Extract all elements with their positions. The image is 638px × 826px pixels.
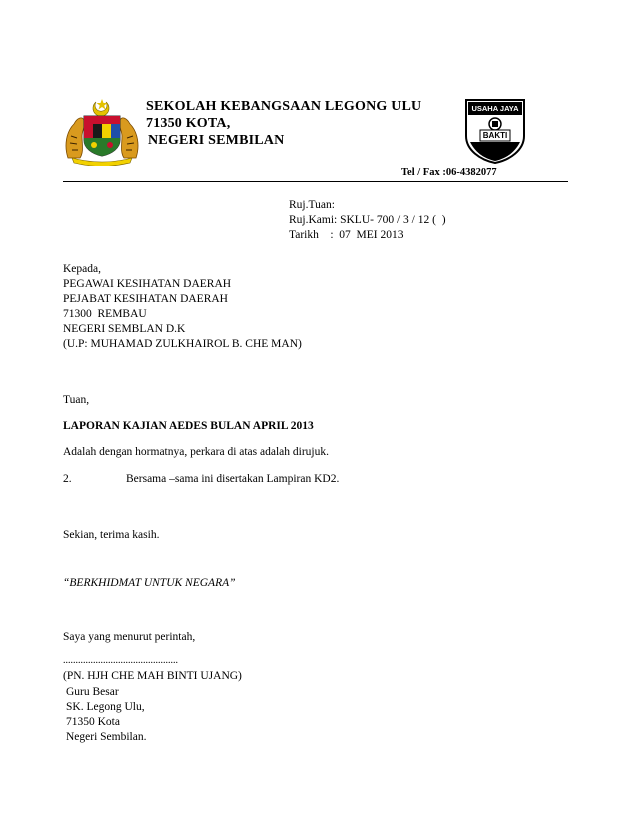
school-state: NEGERI SEMBILAN (148, 133, 285, 148)
paragraph-2-text: Bersama –sama ini disertakan Lampiran KD2. (126, 473, 340, 485)
signatory-name: (PN. HJH CHE MAH BINTI UJANG) (63, 670, 242, 682)
signatory-postcode: 71350 Kota (66, 716, 120, 728)
salutation: Tuan, (63, 394, 90, 406)
crest-text-top: USAHA JAYA (471, 104, 519, 113)
signatory-title: Guru Besar (66, 686, 119, 698)
letter-subject: LAPORAN KAJIAN AEDES BULAN APRIL 2013 (63, 420, 314, 432)
header-divider (63, 181, 568, 182)
coat-of-arms-icon (62, 96, 142, 166)
recipient-line: NEGERI SEMBLAN D.K (63, 323, 186, 335)
closing-remark: Sekian, terima kasih. (63, 529, 160, 541)
ruj-tuan: Ruj.Tuan: (289, 199, 335, 211)
signature-dots: .............................................. (63, 655, 178, 666)
recipient-line: PEGAWAI KESIHATAN DAERAH (63, 278, 232, 290)
signatory-school: SK. Legong Ulu, (66, 701, 145, 713)
motto: “BERKHIDMAT UNTUK NEGARA” (63, 577, 236, 589)
school-name: SEKOLAH KEBANGSAAN LEGONG ULU (146, 99, 422, 114)
paragraph-2-number: 2. (63, 473, 72, 485)
tarikh-date: Tarikh : 07 MEI 2013 (289, 229, 404, 241)
recipient-line: PEJABAT KESIHATAN DAERAH (63, 293, 228, 305)
ruj-kami: Ruj.Kami: SKLU- 700 / 3 / 12 ( ) (289, 214, 446, 226)
recipient-line: Kepada, (63, 263, 101, 275)
school-address: 71350 KOTA, (146, 116, 231, 131)
crest-text-bottom: BAKTI (482, 131, 508, 140)
contact-phone-fax: Tel / Fax :06-4382077 (401, 167, 497, 178)
signatory-state: Negeri Sembilan. (66, 731, 147, 743)
school-crest-icon (462, 96, 528, 164)
signature-intro: Saya yang menurut perintah, (63, 631, 196, 643)
recipient-line: (U.P: MUHAMAD ZULKHAIROL B. CHE MAN) (63, 338, 302, 350)
recipient-line: 71300 REMBAU (63, 308, 147, 320)
paragraph-1: Adalah dengan hormatnya, perkara di atas adalah dirujuk. (63, 446, 329, 458)
